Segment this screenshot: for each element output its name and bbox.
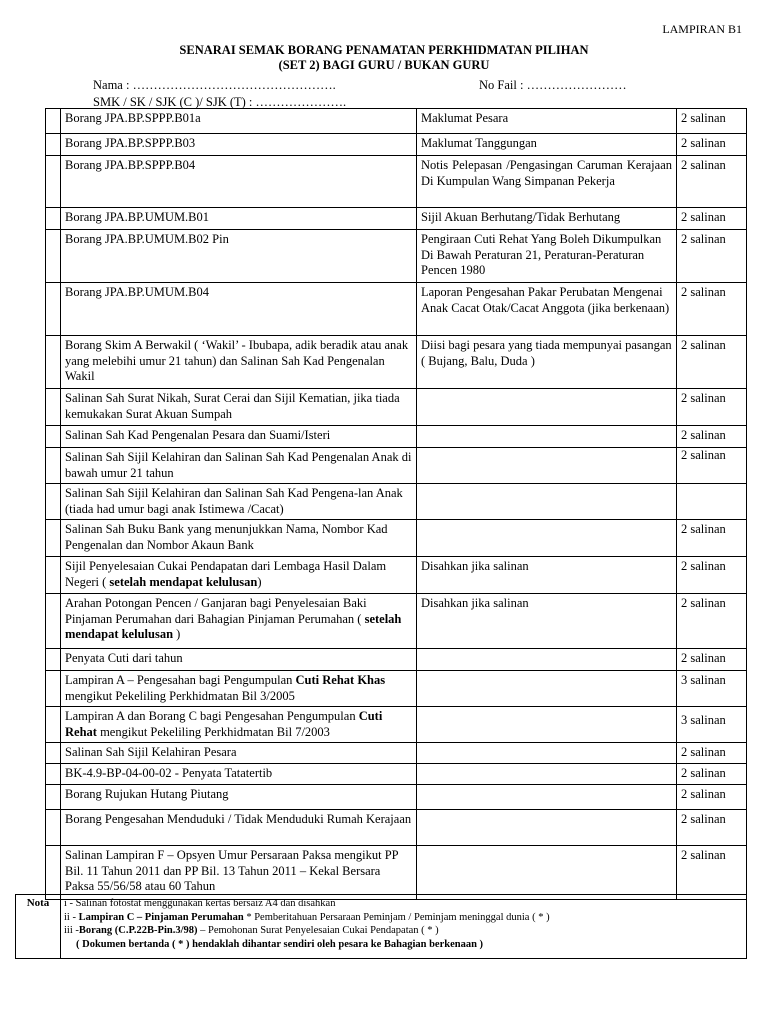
no-fail-field: No Fail : ……………………	[479, 78, 627, 92]
checklist-table	[45, 108, 747, 900]
item-cell: Salinan Sah Surat Nikah, Surat Cerai dan Sijil Kematian, jika tiada kemukakan Surat Akuan Sumpah	[61, 389, 417, 426]
copies-cell: 3 salinan	[677, 707, 747, 743]
note-cell: Maklumat Pesara	[417, 109, 677, 134]
item-text: )	[173, 627, 181, 641]
item-cell: Borang JPA.BP.UMUM.B01	[61, 208, 417, 230]
table-row	[46, 649, 747, 671]
checkbox-cell[interactable]	[46, 707, 61, 743]
item-cell: Borang Pengesahan Menduduki / Tidak Menduduki Rumah Kerajaan	[61, 810, 417, 846]
table-row	[46, 846, 747, 900]
copies-cell: 2 salinan	[677, 336, 747, 389]
school-field: SMK / SK / SJK (C )/ SJK (T) : ………………….	[93, 95, 347, 109]
table-row	[46, 707, 747, 743]
note-cell	[417, 389, 677, 426]
nota-line-3	[64, 924, 743, 938]
item-cell: Borang JPA.BP.SPPP.B03	[61, 134, 417, 156]
table-row	[46, 520, 747, 557]
item-cell	[61, 707, 417, 743]
item-cell: Borang JPA.BP.SPPP.B04	[61, 156, 417, 208]
table-row	[46, 134, 747, 156]
item-cell: Penyata Cuti dari tahun	[61, 649, 417, 671]
table-row	[46, 671, 747, 707]
item-text: mengikut Pekeliling Perkhidmatan Bil 7/2003	[96, 724, 330, 739]
item-text: Sijil Penyelesaian Cukai Pendapatan dari Lembaga Hasil Dalam Negeri (	[65, 559, 387, 589]
document-title: SENARAI SEMAK BORANG PENAMATAN PERKHIDMATAN PILIHAN	[179, 43, 589, 57]
checkbox-cell[interactable]	[46, 389, 61, 426]
checkbox-cell[interactable]	[46, 649, 61, 671]
nota-line-text: – Pemohonan Surat Penyelesaian Cukai Pendapatan ( * )	[197, 925, 439, 936]
note-cell: Maklumat Tanggungan	[417, 134, 677, 156]
copies-cell	[677, 484, 747, 520]
checkbox-cell[interactable]	[46, 448, 61, 484]
note-cell	[417, 785, 677, 810]
lampiran-label: LAMPIRAN B1	[662, 22, 742, 36]
item-text: Lampiran A dan Borang C bagi Pengesahan Pengumpulan	[65, 709, 359, 723]
table-row	[46, 426, 747, 448]
nota-line-4: ( Dokumen bertanda ( * ) hendaklah dihantar sendiri oleh pesara ke Bahagian berkenaan )	[76, 938, 484, 950]
item-cell: Borang JPA.BP.SPPP.B01a	[61, 109, 417, 134]
note-cell	[417, 649, 677, 671]
nota-line-2	[64, 911, 743, 925]
item-text: Lampiran A – Pengesahan bagi Pengumpulan	[65, 673, 296, 687]
nota-line-text: * Pemberitahuan Persaraan Peminjam / Peminjam meninggal dunia ( * )	[243, 911, 550, 923]
checkbox-cell[interactable]	[46, 785, 61, 810]
item-text: Arahan Potongan Pencen / Ganjaran bagi Penyelesaian Baki Pinjaman Perumahan dari Bahagian Pinjaman Perumahan (	[65, 596, 367, 626]
item-emphasis: Cuti Rehat Khas	[295, 673, 386, 687]
item-text: mengikut Pekeliling Perkhidmatan Bil 3/2005	[65, 688, 295, 703]
checkbox-cell[interactable]	[46, 156, 61, 208]
checkbox-cell[interactable]	[46, 484, 61, 520]
note-cell	[417, 764, 677, 785]
note-cell	[417, 484, 677, 520]
table-row	[46, 156, 747, 208]
checkbox-cell[interactable]	[46, 846, 61, 900]
table-row	[46, 230, 747, 283]
checkbox-cell[interactable]	[46, 283, 61, 336]
checkbox-cell[interactable]	[46, 230, 61, 283]
checkbox-cell[interactable]	[46, 764, 61, 785]
nota-content	[61, 895, 747, 959]
item-cell: Borang JPA.BP.UMUM.B02 Pin	[61, 230, 417, 283]
table-row	[46, 208, 747, 230]
note-cell	[417, 846, 677, 900]
copies-cell: 2 salinan	[677, 785, 747, 810]
note-cell	[417, 448, 677, 484]
table-row	[46, 810, 747, 846]
copies-cell: 2 salinan	[677, 389, 747, 426]
nota-line-text: iii -	[64, 925, 79, 936]
item-cell: Salinan Sah Buku Bank yang menunjukkan Nama, Nombor Kad Pengenalan dan Nombor Akaun Bank	[61, 520, 417, 557]
note-cell	[417, 520, 677, 557]
item-cell: Borang Skim A Berwakil ( ‘Wakil’ - Ibubapa, adik beradik atau anak yang melebihi umur 21 tahun) dan Salinan Sah Kad Pengenalan Wakil	[61, 336, 417, 389]
nota-line-emphasis: Lampiran C – Pinjaman Perumahan	[78, 911, 244, 923]
copies-cell: 2 salinan	[677, 156, 747, 208]
copies-cell: 2 salinan	[677, 743, 747, 764]
item-emphasis: Cuti Rehat	[65, 709, 383, 739]
copies-cell: 2 salinan	[677, 426, 747, 448]
note-cell: Laporan Pengesahan Pakar Perubatan Mengenai Anak Cacat Otak/Cacat Anggota (jika berkenaan)	[417, 283, 677, 336]
item-cell: Borang Rujukan Hutang Piutang	[61, 785, 417, 810]
checkbox-cell[interactable]	[46, 557, 61, 594]
note-cell	[417, 426, 677, 448]
table-row	[46, 448, 747, 484]
checkbox-cell[interactable]	[46, 134, 61, 156]
note-cell: Sijil Akuan Berhutang/Tidak Berhutang	[417, 208, 677, 230]
copies-cell: 2 salinan	[677, 594, 747, 649]
item-emphasis: setelah mendapat kelulusan	[65, 611, 402, 641]
note-cell: Diisi bagi pesara yang tiada mempunyai pasangan ( Bujang, Balu, Duda )	[417, 336, 677, 389]
copies-cell: 2 salinan	[677, 810, 747, 846]
checkbox-cell[interactable]	[46, 594, 61, 649]
nota-row	[16, 895, 747, 959]
copies-cell: 2 salinan	[677, 846, 747, 900]
item-cell	[61, 557, 417, 594]
item-cell: Salinan Sah Sijil Kelahiran dan Salinan Sah Kad Pengenalan Anak di bawah umur 21 tahun	[61, 448, 417, 484]
checkbox-cell[interactable]	[46, 426, 61, 448]
table-row	[46, 389, 747, 426]
copies-cell: 2 salinan	[677, 134, 747, 156]
table-row	[46, 109, 747, 134]
copies-cell: 2 salinan	[677, 283, 747, 336]
checkbox-cell[interactable]	[46, 810, 61, 846]
table-row	[46, 484, 747, 520]
table-row	[46, 785, 747, 810]
note-cell	[417, 671, 677, 707]
item-cell: Salinan Lampiran F – Opsyen Umur Persaraan Paksa mengikut PP Bil. 11 Tahun 2011 dan PP Bil. 13 Tahun 2011 – Kekal Bersara Paksa 55/56/58 atau 60 Tahun	[61, 846, 417, 900]
copies-cell: 2 salinan	[677, 448, 747, 484]
checkbox-cell[interactable]	[46, 671, 61, 707]
checkbox-cell[interactable]	[46, 520, 61, 557]
copies-cell: 2 salinan	[677, 109, 747, 134]
table-row	[46, 764, 747, 785]
checkbox-cell[interactable]	[46, 336, 61, 389]
note-cell: Disahkan jika salinan	[417, 594, 677, 649]
table-row	[46, 557, 747, 594]
item-text: )	[257, 574, 262, 589]
copies-cell: 2 salinan	[677, 557, 747, 594]
copies-cell: 2 salinan	[677, 208, 747, 230]
nota-line-text: ii -	[64, 911, 79, 923]
note-cell	[417, 707, 677, 743]
checkbox-cell[interactable]	[46, 109, 61, 134]
nota-label: Nota	[16, 895, 61, 959]
item-cell: Salinan Sah Kad Pengenalan Pesara dan Suami/Isteri	[61, 426, 417, 448]
item-cell: Borang JPA.BP.UMUM.B04	[61, 283, 417, 336]
copies-cell: 2 salinan	[677, 649, 747, 671]
copies-cell: 2 salinan	[677, 230, 747, 283]
item-cell	[61, 671, 417, 707]
document-subtitle: (SET 2) BAGI GURU / BUKAN GURU	[278, 58, 490, 72]
checkbox-cell[interactable]	[46, 208, 61, 230]
note-cell: Notis Pelepasan /Pengasingan Caruman Kerajaan Di Kumpulan Wang Simpanan Pekerja	[417, 156, 677, 208]
note-cell: Disahkan jika salinan	[417, 557, 677, 594]
note-cell	[417, 743, 677, 764]
item-cell: Salinan Sah Sijil Kelahiran dan Salinan Sah Kad Pengena-lan Anak (tiada had umur bagi anak Istimewa /Cacat)	[61, 484, 417, 520]
nota-line-emphasis: Borang (C.P.22B-Pin.3/98)	[78, 925, 198, 936]
copies-cell: 2 salinan	[677, 520, 747, 557]
table-row	[46, 743, 747, 764]
checkbox-cell[interactable]	[46, 743, 61, 764]
item-emphasis: setelah mendapat kelulusan	[109, 574, 258, 589]
nota-line-1: i - Salinan fotostat menggunakan kertas bersaiz A4 dan disahkan	[64, 898, 336, 909]
item-cell: Salinan Sah Sijil Kelahiran Pesara	[61, 743, 417, 764]
note-cell: Pengiraan Cuti Rehat Yang Boleh Dikumpulkan Di Bawah Peraturan 21, Peraturan-Peraturan Pencen 1980	[417, 230, 677, 283]
nama-field: Nama : ………………………………………….	[93, 78, 336, 92]
note-cell	[417, 810, 677, 846]
table-row	[46, 336, 747, 389]
copies-cell: 2 salinan	[677, 764, 747, 785]
item-cell	[61, 594, 417, 649]
item-cell: BK-4.9-BP-04-00-02 - Penyata Tatatertib	[61, 764, 417, 785]
nota-table	[15, 894, 747, 959]
copies-cell: 3 salinan	[677, 671, 747, 707]
table-row	[46, 594, 747, 649]
table-row	[46, 283, 747, 336]
